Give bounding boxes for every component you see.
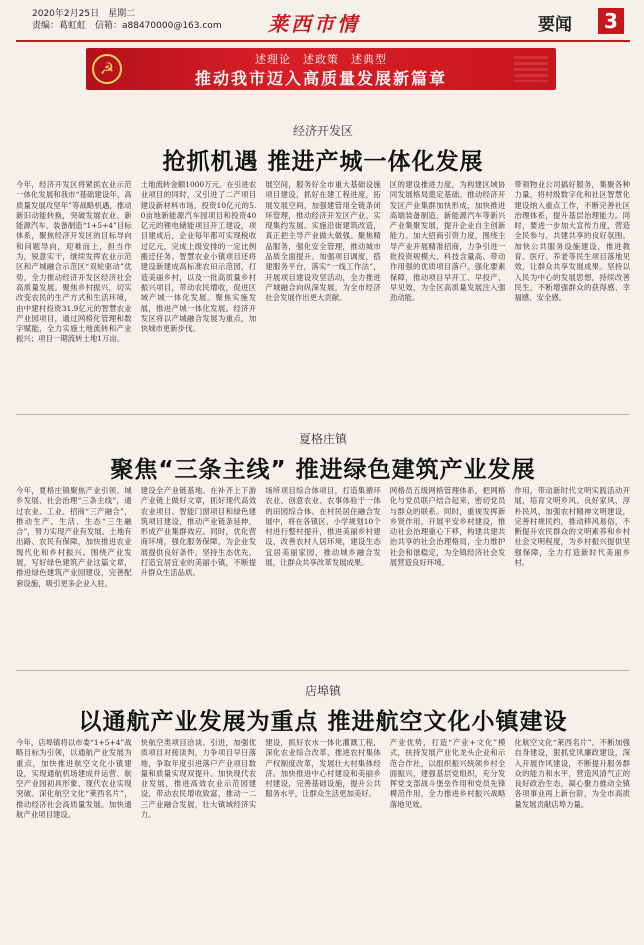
article-column: 场所项目综合体项目，打造集循环农业、创意农业、农事体验于一体的田园综合体。在村民居住融合发展中，将在各镇区、小学规划10个村进行整村提升，推进美丽乡村建设，改善农村人居环境，建设生态宜居美丽家园，推动城乡融合发展，让群众共享改革发展成果。 [265,486,381,568]
article-body [16,738,630,934]
article-divider [16,414,630,415]
article-column: 今年，店埠镇将以市委“1+5+4”战略目标为引领，以通航产业发展为重点，加快推进航空文化小镇建设，实现通航机场建成并运营、航空产业园初具形象、现代农业实现突破、深化航空文化“莱西名片”，推动经济社会高质量发展。加快通航产业项目建设。 [16,738,132,820]
masthead [16,8,630,38]
section-title: 要闻 [538,15,572,35]
article-column: 土地流转金额1000万元。在引进农业项目的同时，又引进了二产项目建设新材料市场，投资10亿元的5.0亩地新能源汽车园项目和投资40亿元的锂电储能项目开工建设，项目建成后，企业每年都可实现税收过亿元，完成上级安排的一定比例搬迁任务。智慧农业小镇项目还将建设新建成高标准农田示范园，打造美丽乡村，以及一批高质量乡村振兴项目，带动农民增收，促进区域产城一体化发展。聚焦实施发展，推进产城一体化发展。经济开发区将以产城融合发展为重点，加快城市更新步伐。 [140,180,257,334]
newspaper-logo: 莱西市情 [268,12,360,36]
article-dianbu [16,682,630,736]
article-column: 建设，抓好农水一体化灌溉工程，深化农业综合改革，推进农村集体产权制度改革，发展壮大村集体经济。加快推进中心村建设和美丽乡村建设，完善基础设施，提升公共服务水平，让群众生活更加美好。 [265,738,381,799]
masthead-rule [16,40,630,42]
article-column: 化航空文化“莱西名片”。不断加强自身建设，狠抓党风廉政建设，深入开展作风建设，不断提升服务群众的能力和水平，营造风清气正的良好政治生态，凝心聚力推动全镇各项事业再上新台阶，为全市高质量发展贡献店埠力量。 [514,738,630,809]
article-body [16,486,630,660]
article-column: 网格员五级网格管理体系，把网格化与党员联户结合起来，密切党员与群众的联系。同时，重视发挥新乡贤作用，开展平安乡村建设，推动社会治理重心下移，构建共建共治共享的社会治理格局，全力维护社会和谐稳定，为全镇经济社会发展营造良好环境。 [389,486,506,568]
issue-date: 2020年2月25日 星期二 [32,9,136,19]
article-column: 今年，经济开发区将紧抓农业示范一体化发展和我市“基础建设年、高质量发展攻坚年”等战略机遇，推动新旧动能转换，突破发展农业、新能源汽车、装备制造“1+5+4”目标体系，聚焦经济开发区的目标导向和问题导向，迎难而上，担当作为，锐意实干，继续发挥农业示范区和产城融合示范区“双轮驱动”优势，全力推动经济开发区经济社会高质量发展。聚焦乡村振兴，切实改变农民的生产方式和生活环境，由中建村投资31.9亿元的智慧农业产业园项目，通过网格化管理和数字赋能，全力实施土地流转和产业振兴；项目一期流转土地1万亩。 [16,180,132,344]
article-column: 作用，带动新时代文明实践活动开展，培育文明乡风、良好家风、淳朴民风。加强农村精神文明建设，完善村规民约，推动移风易俗，不断提升农民群众的文明素养和乡村社会文明程度，为乡村振兴提供坚强保障，全力打造新时代美丽乡村。 [514,486,630,568]
article-column: 快航空类项目洽谈、引进，加强优质项目对接谈判，力争项目早日落地，争取年度引进落户产业项目数量和质量实现双提升。加快现代农业发展，推进高效农业示范园建设，带动农民增收致富，推动一二三产业融合发展，壮大镇域经济实力。 [140,738,257,820]
article-divider [16,670,630,671]
article-headline: 聚焦“三条主线” 推进绿色建筑产业发展 [110,457,536,483]
article-body [16,180,630,402]
banner-title: 推动我市迈入高质量发展新篇章 [194,69,447,88]
editor-contact: 责编：葛虹虹 信箱：a88470000@163.com [32,21,222,31]
article-column: 建设全产业链基地。在补齐上下游产业链上做好文章，抓好现代高效农业项目、智能门窗项目和绿色建筑项目建设，推动产业链条延伸，形成产业集群效应。同时，优化营商环境，强化服务保障，为企业发展提供良好条件。坚持生态优先，打造宜居宜业的美丽小镇，不断提升群众生活品质。 [140,486,257,578]
article-kicker: 店埠镇 [304,684,341,698]
masthead-info [32,8,222,32]
article-column: 今年，夏格庄镇聚焦产业引领、城乡发展、社会治理“三条主线”，通过农业、工业、招商“三产融合”，推动生产、生活、生态“三生融合”，努力实现产业有发展、土地有出路、农民有保障，加快推进农业现代化和乡村振兴。围绕产业发展，写好绿色建筑产业这篇文章，推进绿色建筑产业园建设，完善配套设施，吸引更多企业入驻。 [16,486,132,588]
article-xiagezhuang [16,430,630,484]
article-column: 展空间，服务好全市重大基础设施项目建设，抓好在建工程进度，拓展发展空间，加强建管用全链条闭环管理，推动经济开发区产业、实现集约发展。实施沿街建筑改造，真正把主导产业做大做强。聚焦精品服务，强化安全管理，推动城市品质全面提升。加强项目调度，搭建服务平台，落实“一线工作法”，开展项目建设攻坚活动，全力推进产城融合向纵深发展，为全市经济社会发展作出更大贡献。 [265,180,381,303]
article-column: 产业优势，打造“产业+文化”模式，扶持发展产业化龙头企业和示范合作社，以组织振兴统领乡村全面振兴，建强基层党组织，充分发挥党支部战斗堡垒作用和党员先锋模范作用，全力推进乡村振兴战略落地见效。 [389,738,506,809]
flag-icon [514,56,548,82]
banner-slogan: 述理论 述政策 述典型 [255,53,387,66]
article-economic-zone [16,122,630,176]
article-kicker: 经济开发区 [292,124,353,138]
article-column: 带领物业公司搞好服务，集聚各种力量，将村级数字化和社区智慧化建设纳入重点工作，不断完善社区治理体系，提升基层治理能力。同时，要进一步加大宣传力度，营造全民参与、共建共享的良好氛围。加快公共服务设施建设，推进教育、医疗、养老等民生项目落地见效，让群众共享发展成果。坚持以人民为中心的发展思想，持续改善民生，不断增强群众的获得感、幸福感、安全感。 [514,180,630,303]
article-headline: 抢抓机遇 推进产城一体化发展 [162,149,484,175]
page-number: 3 [598,8,624,34]
article-column: 区的建设推进力度，为构建区域协同发展格局奠定基础。推动经济开发区产业集群加快形成，加快推进高端装备制造、新能源汽车等新兴产业集聚发展，提升企业自主创新能力。加大招商引资力度，围绕主导产业开展精准招商，力争引进一批投资规模大、科技含量高、带动作用强的优质项目落户。强化要素保障，推动项目早开工、早投产、早见效，为全区高质量发展注入强劲动能。 [389,180,506,303]
article-kicker: 夏格庄镇 [298,432,347,446]
article-headline: 以通航产业发展为重点 推进航空文化小镇建设 [78,709,568,735]
campaign-banner [86,48,556,90]
